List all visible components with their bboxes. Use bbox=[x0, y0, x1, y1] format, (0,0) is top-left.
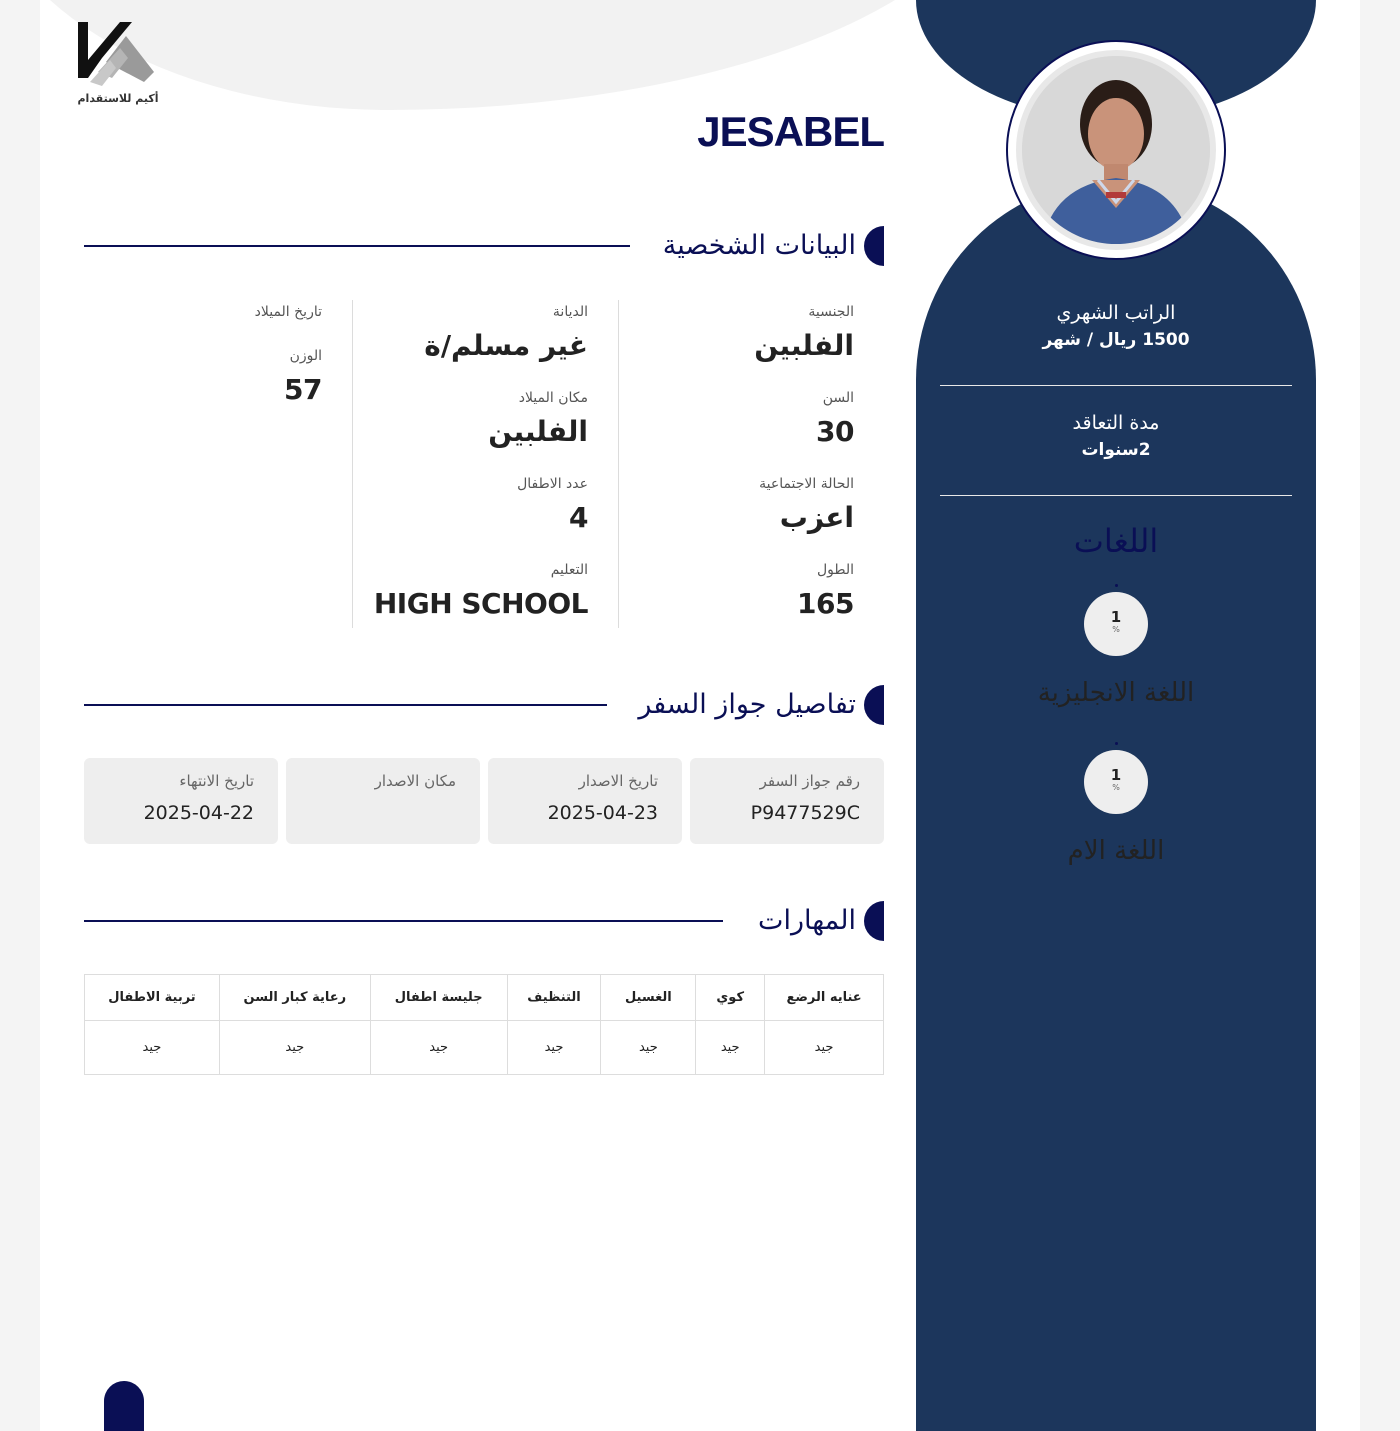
skill-level: جيد bbox=[219, 1021, 370, 1075]
skills-section-header bbox=[84, 901, 884, 941]
skill-header: كوي bbox=[696, 975, 765, 1021]
company-logo bbox=[76, 20, 160, 110]
language-level: 1 bbox=[1110, 608, 1122, 626]
skills-level-row bbox=[85, 1021, 884, 1075]
company-logo-icon bbox=[76, 20, 160, 90]
birthplace-value: الفلبين bbox=[488, 415, 588, 448]
footer-tab-decoration bbox=[104, 1381, 144, 1431]
section-rule bbox=[84, 920, 723, 922]
sidebar-divider bbox=[940, 495, 1292, 496]
language-level-circle bbox=[1084, 750, 1148, 814]
birthdate-label: تاريخ الميلاد bbox=[254, 304, 322, 320]
age-value: 30 bbox=[816, 415, 854, 448]
marital-status-value: اعزب bbox=[779, 501, 854, 534]
skills-header-row bbox=[85, 975, 884, 1021]
height-value: 165 bbox=[797, 587, 854, 620]
nationality-label: الجنسية bbox=[808, 304, 854, 320]
person-icon bbox=[1022, 56, 1210, 244]
passport-number-card bbox=[690, 758, 884, 844]
education-value: HIGH SCHOOL bbox=[373, 587, 588, 620]
nationality-value: الفلبين bbox=[754, 329, 854, 362]
logo-text: أكيم للاستقدام bbox=[77, 92, 159, 105]
education-label: التعليم bbox=[550, 562, 588, 578]
skill-header: عنايه الرضع bbox=[765, 975, 884, 1021]
personal-col-3 bbox=[122, 300, 322, 430]
expiry-date-card bbox=[84, 758, 278, 844]
language-level-unit: % bbox=[1112, 783, 1120, 792]
cv-sheet bbox=[40, 0, 1360, 1431]
section-cap bbox=[864, 226, 884, 266]
skill-level: جيد bbox=[765, 1021, 884, 1075]
personal-section-header bbox=[84, 226, 884, 266]
skill-level: جيد bbox=[370, 1021, 507, 1075]
skill-header: التنظيف bbox=[507, 975, 601, 1021]
worker-photo bbox=[1016, 50, 1216, 250]
personal-section-title: البيانات الشخصية bbox=[662, 230, 856, 261]
language-marker bbox=[1115, 584, 1118, 587]
expiry-date-label: تاريخ الانتهاء bbox=[179, 772, 254, 790]
skills-table bbox=[84, 974, 884, 1075]
language-level-circle bbox=[1084, 592, 1148, 656]
children-value: 4 bbox=[569, 501, 588, 534]
expiry-date-value: 2025-04-22 bbox=[143, 802, 254, 824]
issue-date-label: تاريخ الاصدار bbox=[578, 772, 658, 790]
personal-col-1 bbox=[634, 300, 854, 644]
sidebar-divider bbox=[940, 385, 1292, 386]
language-level-unit: % bbox=[1112, 625, 1120, 634]
passport-number-label: رقم جواز السفر bbox=[759, 772, 860, 790]
language-name: اللغة الانجليزية bbox=[1037, 678, 1195, 708]
weight-value: 57 bbox=[284, 373, 322, 406]
passport-section-header bbox=[84, 685, 884, 725]
height-label: الطول bbox=[816, 562, 854, 578]
issue-date-card bbox=[488, 758, 682, 844]
skill-level: جيد bbox=[696, 1021, 765, 1075]
language-name: اللغة الام bbox=[1067, 836, 1165, 866]
birthdate-value bbox=[122, 324, 322, 344]
skill-level: جيد bbox=[85, 1021, 220, 1075]
marital-status-label: الحالة الاجتماعية bbox=[759, 476, 854, 492]
contract-value: 2سنوات bbox=[1081, 440, 1151, 460]
skills-section-title: المهارات bbox=[758, 905, 856, 936]
sidebar bbox=[916, 0, 1316, 1431]
worker-name: JESABEL bbox=[697, 108, 884, 155]
skill-level: جيد bbox=[507, 1021, 601, 1075]
skill-header: تربية الاطفال bbox=[85, 975, 220, 1021]
personal-col-2 bbox=[368, 300, 588, 644]
language-level: 1 bbox=[1110, 766, 1122, 784]
column-divider bbox=[618, 300, 619, 628]
children-label: عدد الاطفال bbox=[517, 476, 588, 492]
skill-header: رعاية كبار السن bbox=[219, 975, 370, 1021]
language-marker bbox=[1115, 742, 1118, 745]
age-label: السن bbox=[822, 390, 854, 406]
salary-label: الراتب الشهري bbox=[1056, 302, 1176, 324]
section-rule bbox=[84, 245, 630, 247]
skill-level: جيد bbox=[601, 1021, 696, 1075]
skill-header: جليسة اطفال bbox=[370, 975, 507, 1021]
issue-place-label: مكان الاصدار bbox=[374, 772, 456, 790]
photo-frame bbox=[1006, 40, 1226, 260]
birthplace-label: مكان الميلاد bbox=[518, 390, 588, 406]
contract-label: مدة التعاقد bbox=[1072, 412, 1160, 434]
column-divider bbox=[352, 300, 353, 628]
religion-value: غير مسلم/ة bbox=[424, 329, 588, 362]
passport-number-value: P9477529C bbox=[750, 802, 860, 824]
languages-title: اللغات bbox=[1073, 522, 1159, 560]
section-cap bbox=[864, 685, 884, 725]
section-cap bbox=[864, 901, 884, 941]
issue-place-card bbox=[286, 758, 480, 844]
passport-cards bbox=[84, 758, 884, 844]
issue-date-value: 2025-04-23 bbox=[547, 802, 658, 824]
religion-label: الديانة bbox=[552, 304, 588, 320]
weight-label: الوزن bbox=[289, 348, 322, 364]
contract-item bbox=[940, 412, 1292, 460]
passport-section-title: تفاصيل جواز السفر bbox=[638, 689, 856, 720]
header-decoration bbox=[40, 0, 1000, 110]
salary-value: 1500 ريال / شهر bbox=[1042, 330, 1190, 350]
salary-item bbox=[940, 302, 1292, 350]
skill-header: الغسيل bbox=[601, 975, 696, 1021]
section-rule bbox=[84, 704, 607, 706]
